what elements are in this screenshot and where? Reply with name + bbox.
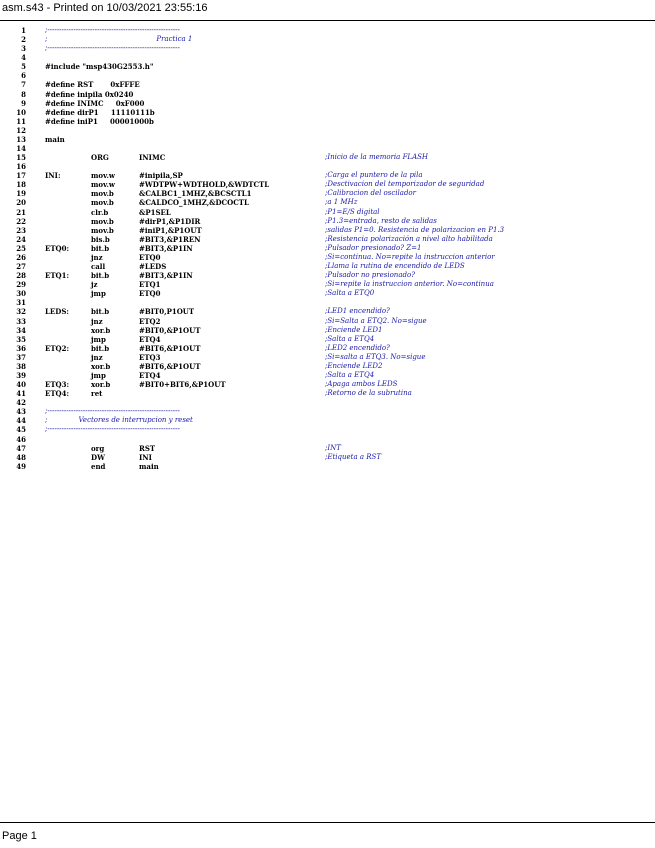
line-number: 6 [21,71,26,81]
code-comment: ;Calibracion del oscilador [325,189,416,198]
code-line [0,389,655,398]
code-comment: ;a 1 MHz [325,198,358,207]
line-number: 2 [21,35,26,45]
line-number: 31 [16,298,26,308]
line-number: 33 [16,316,26,326]
code-label: ETQ2: [45,343,70,353]
code-operands: ETQ2 [139,316,161,326]
code-line [0,435,655,444]
line-number: 38 [16,361,26,371]
code-line [0,99,655,108]
print-header: asm.s43 - Printed on 10/03/2021 23:55:16 [2,2,208,14]
code-line [0,144,655,153]
code-label: ETQ4: [45,389,70,399]
source-listing [0,26,655,471]
line-number: 39 [16,370,26,380]
line-number: 12 [16,125,26,135]
code-line [0,326,655,335]
code-operands: &P1SEL [139,207,171,217]
code-line [0,280,655,289]
code-line [0,126,655,135]
code-operands: #BIT3,&P1IN [139,271,193,281]
code-comment: ;Retorno de la subrutina [325,389,412,398]
code-opcode: xor.b [91,325,111,335]
code-operands: ETQ4 [139,370,161,380]
code-operands: main [139,461,159,471]
code-operands: INIMC [139,153,166,163]
line-number: 22 [16,216,26,226]
line-number: 4 [21,53,26,63]
code-opcode: bit.b [91,343,110,353]
code-opcode: end [91,461,106,471]
code-operands: #LEDS [139,262,167,272]
code-line [0,380,655,389]
code-comment: ;P1=E/S digital [325,207,380,216]
code-label: ETQ3: [45,380,70,390]
code-opcode: jz [91,280,98,290]
line-number: 17 [16,171,26,181]
code-opcode: bit.b [91,243,110,253]
code-operands: #iniP1,&P1OUT [139,225,202,235]
code-line [0,208,655,217]
code-comment: ;Enciende LED2 [325,361,383,370]
code-line [0,53,655,62]
code-line [0,80,655,89]
code-operands: ETQ4 [139,334,161,344]
line-number: 1 [21,26,26,35]
code-label: INI: [45,171,61,181]
code-line [0,171,655,180]
line-number: 30 [16,289,26,299]
line-number: 34 [16,325,26,335]
code-comment: ;salidas P1=0. Resistencia de polarizacion en P1.3 [325,225,505,234]
code-line [0,226,655,235]
line-number: 48 [16,452,26,462]
code-line [0,117,655,126]
code-line [0,90,655,99]
code-line [0,335,655,344]
code-opcode: xor.b [91,361,111,371]
code-opcode: mov.b [91,189,114,199]
code-line [0,198,655,207]
code-line [0,253,655,262]
code-line [0,344,655,353]
directive-text: #define iniP1 00001000b [45,116,154,126]
comment-text: ;-------------------------------------------------------- [45,26,180,34]
line-number: 13 [16,134,26,144]
code-comment: ;LED1 encendido? [325,307,390,316]
code-operands: ETQ0 [139,289,161,299]
line-number: 19 [16,189,26,199]
comment-text: ; Practica 1 [45,35,193,44]
line-number: 47 [16,443,26,453]
line-number: 5 [21,62,26,72]
code-line [0,371,655,380]
line-number: 15 [16,153,26,163]
code-opcode: mov.b [91,216,114,226]
code-operands: #BIT3,&P1REN [139,234,201,244]
code-comment: ;Pulsador presionado? Z=1 [325,243,422,252]
line-number: 14 [16,144,26,154]
footer-rule [0,822,655,823]
line-number: 21 [16,207,26,217]
comment-text: ;-------------------------------------------------------- [45,407,180,416]
code-opcode: jnz [91,352,103,362]
code-line [0,235,655,244]
code-line [0,289,655,298]
code-comment: ;Inicio de la memoria FLASH [325,153,429,162]
line-number: 46 [16,434,26,444]
line-number: 10 [16,107,26,117]
code-line [0,244,655,253]
comment-text: ;-------------------------------------------------------- [45,44,180,53]
code-comment: ;P1.3=entrada, resto de salidas [325,216,437,225]
code-operands: RST [139,443,156,453]
code-line [0,353,655,362]
code-operands: #BIT0,&P1OUT [139,325,201,335]
code-label: ETQ0: [45,243,70,253]
line-number: 20 [16,198,26,208]
line-number: 36 [16,343,26,353]
line-number: 37 [16,352,26,362]
code-line [0,317,655,326]
code-line [0,153,655,162]
code-line [0,108,655,117]
code-operands: ETQ1 [139,280,161,290]
line-number: 24 [16,234,26,244]
code-comment: ;Salta a ETQ4 [325,370,375,379]
code-comment: ;Enciende LED1 [325,325,383,334]
line-number: 40 [16,380,26,390]
code-line [0,307,655,316]
code-line [0,362,655,371]
line-number: 25 [16,243,26,253]
line-number: 28 [16,271,26,281]
code-opcode: mov.b [91,225,114,235]
code-comment: ;LED2 encendido? [325,343,390,352]
code-opcode: xor.b [91,380,111,390]
directive-text: #define INIMC 0xF000 [45,98,145,108]
code-line [0,416,655,425]
line-number: 43 [16,407,26,417]
code-line [0,298,655,307]
code-line [0,444,655,453]
code-line [0,407,655,416]
directive-text: #define RST 0xFFFE [45,80,140,90]
code-operands: #BIT3,&P1IN [139,243,193,253]
directive-text: #include "msp430G2553.h" [45,62,154,72]
code-line [0,35,655,44]
line-number: 26 [16,252,26,262]
code-comment: ;Resistencia polarización a nivel alto habilitada [325,234,493,243]
code-line [0,62,655,71]
code-opcode: jmp [91,289,106,299]
code-comment: ;Desctivacion del temporizador de seguridad [325,180,485,189]
code-line [0,180,655,189]
line-number: 41 [16,389,26,399]
code-operands: &CALDCO_1MHZ,&DCOCTL [139,198,249,208]
code-line [0,26,655,35]
code-comment: ;INT [325,443,341,452]
code-comment: ;Pulsador no presionado? [325,271,415,280]
code-operands: &CALBC1_1MHZ,&BCSCTL1 [139,189,252,199]
code-comment: ;Etiqueta a RST [325,452,381,461]
code-opcode: ret [91,389,103,399]
line-number: 32 [16,307,26,317]
code-opcode: call [91,262,106,272]
code-comment: ;Llama la rutina de encendido de LEDS [325,262,465,271]
code-operands: #BIT0+BIT6,&P1OUT [139,380,226,390]
code-operands: #BIT6,&P1OUT [139,361,201,371]
line-number: 23 [16,225,26,235]
code-line [0,44,655,53]
line-number: 18 [16,180,26,190]
code-opcode: jmp [91,334,106,344]
comment-text: ; Vectores de interrupcion y reset [45,416,193,425]
directive-text: #define inipila 0x0240 [45,89,134,99]
code-opcode: org [91,443,105,453]
code-opcode: bit.b [91,271,110,281]
code-opcode: jnz [91,316,103,326]
code-line [0,217,655,226]
code-opcode: bis.b [91,234,110,244]
code-operands: ETQ0 [139,252,161,262]
code-opcode: mov.w [91,171,115,181]
code-operands: INI [139,452,152,462]
code-comment: ;Si=repite la instruccion anterior. No=continua [325,280,494,289]
code-opcode: mov.w [91,180,115,190]
line-number: 45 [16,425,26,435]
line-number: 7 [21,80,26,90]
code-line [0,162,655,171]
code-line [0,271,655,280]
code-opcode: jmp [91,370,106,380]
code-operands: #WDTPW+WDTHOLD,&WDTCTL [139,180,270,190]
code-label: ETQ1: [45,271,70,281]
line-number: 8 [21,89,26,99]
code-comment: ;Si=continua. No=repite la instruccion anterior [325,252,495,261]
code-opcode: DW [91,452,105,462]
code-line [0,462,655,471]
line-number: 42 [16,398,26,408]
line-number: 49 [16,461,26,471]
line-number: 44 [16,416,26,426]
code-label: LEDS: [45,307,69,317]
code-line [0,453,655,462]
code-opcode: ORG [91,153,109,163]
code-comment: ;Si=salta a ETQ3. No=sigue [325,352,426,361]
code-operands: #BIT6,&P1OUT [139,343,201,353]
code-opcode: jnz [91,252,103,262]
code-operands: #dirP1,&P1DIR [139,216,201,226]
page-footer: Page 1 [2,830,37,842]
directive-text: #define dirP1 11110111b [45,107,155,117]
code-comment: ;Carga el puntero de la pila [325,171,423,180]
code-operands: ETQ3 [139,352,161,362]
code-comment: ;Si=Salta a ETQ2. No=sigue [325,316,427,325]
code-line [0,71,655,80]
code-line [0,189,655,198]
line-number: 27 [16,262,26,272]
line-number: 16 [16,162,26,172]
code-comment: ;Salta a ETQ4 [325,334,375,343]
line-number: 29 [16,280,26,290]
line-number: 35 [16,334,26,344]
code-line [0,398,655,407]
directive-text: main [45,134,65,144]
code-comment: ;Salta a ETQ0 [325,289,375,298]
code-comment: ;Apaga ambos LEDS [325,380,398,389]
code-line [0,425,655,434]
code-line [0,135,655,144]
code-operands: #inipila,SP [139,171,183,181]
header-rule [0,20,655,21]
code-opcode: clr.b [91,207,109,217]
code-opcode: bit.b [91,307,110,317]
code-operands: #BIT0,P1OUT [139,307,195,317]
line-number: 11 [16,116,26,126]
code-opcode: mov.b [91,198,114,208]
line-number: 3 [21,44,26,54]
comment-text: ;-------------------------------------------------------- [45,425,180,434]
line-number: 9 [21,98,26,108]
code-line [0,262,655,271]
